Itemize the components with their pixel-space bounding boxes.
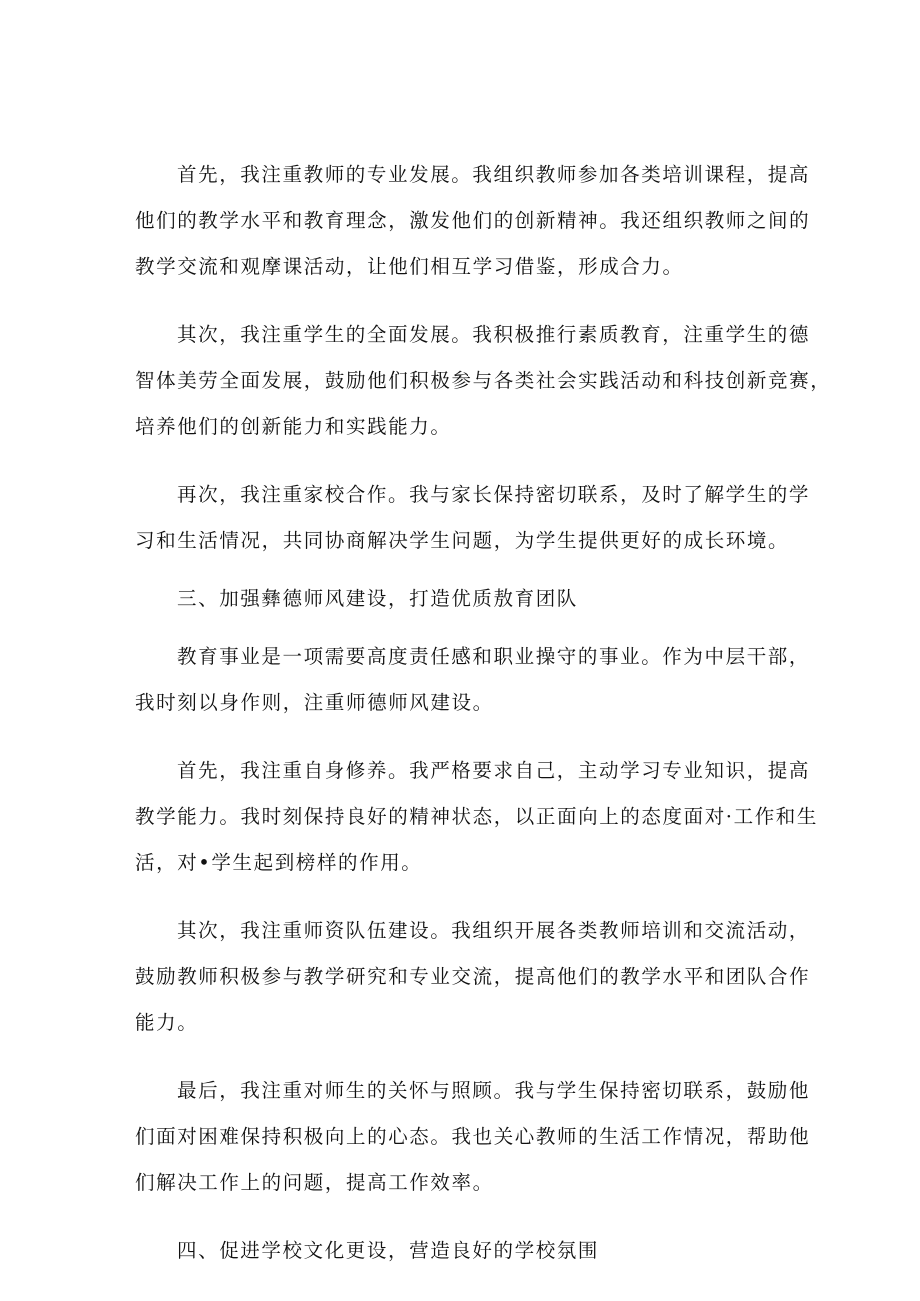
section-heading-text: 四、促进学校文化更设，营造良好的学校氛围: [177, 1239, 600, 1262]
paragraph-line: 再次，我注重家校合作。我与家长保持密切联系，及时了解学生的学: [177, 483, 811, 506]
paragraph-line: 们面对困难保持积极向上的心态。我也关心教师的生活工作情况，帮助他: [135, 1125, 811, 1148]
paragraph-line: 教育事业是一项需要高度责任感和职业操守的事业。作为中层干部，: [177, 645, 811, 668]
paragraph-line: 首先，我注重教师的专业发展。我组织教师参加各类培训课程，提高: [177, 163, 811, 186]
paragraph-line: 其次，我注重师资队伍建设。我组织开展各类教师培训和交流活动，: [177, 919, 811, 942]
paragraph-line: 培养他们的创新能力和实践能力。: [135, 415, 452, 438]
paragraph-line: 习和生活情况，共同协商解决学生问题，为学生提供更好的成长环境。: [135, 529, 790, 552]
paragraph: [135, 152, 811, 290]
paragraph: [135, 634, 811, 726]
paragraph: [135, 472, 811, 564]
paragraph-line: 能力。: [135, 1011, 199, 1034]
paragraph-line: 教学交流和观摩课活动，让他们相互学习借鉴，形成合力。: [135, 255, 684, 278]
paragraph-line: 其次，我注重学生的全面发展。我积极推行素质教育，注重学生的德: [177, 323, 811, 346]
section-heading: [135, 1228, 785, 1274]
paragraph-line: 教学能力。我时刻保持良好的精神状态，以正面向上的态度面对·工作和生: [135, 805, 818, 828]
paragraph-line: 鼓励教师积极参与教学研究和专业交流，提高他们的教学水平和团队合作: [135, 965, 811, 988]
paragraph-line: 他们的教学水平和教育理念，激发他们的创新精神。我还组织教师之间的: [135, 209, 811, 232]
document-body: [135, 152, 832, 1274]
paragraph-line: 我时刻以身作则，注重师德师风建设。: [135, 691, 494, 714]
section-heading-text: 三、加强彝德师风建设，打造优质敖育团队: [177, 587, 578, 610]
paragraph-line: 活，对•学生起到榜样的作用。: [135, 851, 423, 874]
paragraph: [135, 1068, 811, 1206]
paragraph-line: 最后，我注重对师生的关怀与照顾。我与学生保持密切联系，鼓励他: [177, 1079, 811, 1102]
paragraph: [135, 908, 811, 1046]
paragraph: [135, 312, 832, 450]
paragraph-line: 智体美劳全面发展，鼓励他们积极参与各类社会实践活动和科技创新竞赛，: [135, 369, 832, 392]
paragraph-line: 首先，我注重自身修养。我严格要求自己，主动学习专业知识，提高: [177, 759, 811, 782]
paragraph: [135, 748, 818, 886]
section-heading: [135, 576, 785, 622]
paragraph-line: 们解决工作上的问题，提高工作效率。: [135, 1171, 494, 1194]
